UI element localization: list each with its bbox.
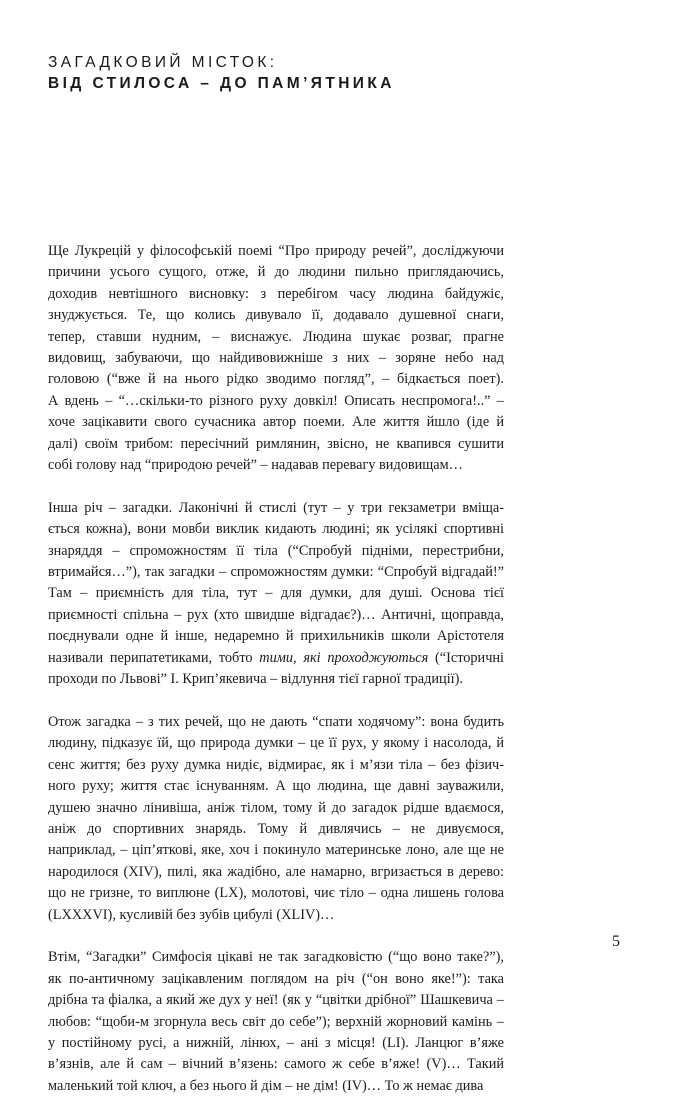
text-line: у постійному русі, а нижній, лінюх, – ані з місця! (LI). Ланцюг в’яже (48, 1034, 504, 1051)
text-line: знуджується. Те, що колись дивувало її, додавало душевної снаги, (48, 307, 504, 324)
chapter-header (48, 52, 608, 94)
text-line: (LXXXVI), кусливій без зубів цибулі (XLIV)… (48, 906, 335, 923)
paragraph (48, 712, 504, 926)
text-line: головою (“вже й на нього рідко зводимо погляд”, – бідкається поет). (48, 371, 504, 388)
text-line: Отож загадка – з тих речей, що не дають “спати ходячому”: вона будить (48, 713, 504, 730)
text-line: дрібна та фіалка, а який же дух у неї! (як у “цвітки дрібної” Шашкевича – (48, 992, 504, 1009)
text-line: називали перипатетиками, тобто тими, які проходжуються (“Історичні (48, 649, 505, 666)
text-line: душею значно лінивіша, аніж тілом, тому й до загадок рідше вдаємося, (48, 799, 504, 816)
text-line: далі) своїм трибом: пересічний римлянин, звісно, не квапився сушити (48, 435, 504, 452)
text-line: поєднували одне й інше, недаремно й прихильників школи Арістотеля (48, 628, 504, 645)
text-line: народилося (XIV), пилі, яка жадібно, але намарно, вгризається в дерево: (48, 863, 504, 880)
italic-phrase: тими, які проходжуються (259, 649, 429, 666)
text-line: приємності спільна – рух (хто швидше відгадає?)… Античні, щоправда, (48, 606, 504, 623)
paragraph (48, 947, 504, 1097)
text-line: людину, підказує їй, що природа думки – це її рух, у якому і насолода, й (48, 735, 504, 752)
text-line: наприклад, – ціп’яткові, яке, хоч і покинуло материнське лоно, але ще не (48, 842, 504, 859)
paragraph (48, 241, 504, 476)
text-line: в’язнів, але й сам – вічний в’язень: самого ж себе в’яже! (V)… Такий (48, 1056, 504, 1073)
chapter-title-line-1: ЗАГАДКОВИЙ МІСТОК: (48, 54, 278, 71)
text-line: А вдень – “…скільки-то різного руху довкіл! Описать неспромога!..” – (48, 392, 504, 409)
chapter-title-line-2: ВІД СТИЛОСА – ДО ПАМ’ЯТНИКА (48, 75, 395, 92)
text-line: собі голову над “природою речей” – надавав перевагу видовищам… (48, 457, 463, 474)
text-line: ного руху; життя стає існуванням. А що людина, ще давні зауважили, (48, 778, 504, 795)
page-number: 5 (612, 933, 620, 950)
text-line: хоче зацікавити свого сучасника автор поеми. Але життя йшло (іде й (48, 414, 504, 431)
text-line: Ще Лукрецій у філософській поемі “Про природу речей”, досліджуючи (48, 243, 504, 259)
text-line: Інша річ – загадки. Лаконічні й стислі (тут – у три гекзаметри вміща- (48, 499, 504, 516)
text-line: видовищ, забуваючи, що найдивовижніше з них – зоряне небо над (48, 350, 504, 367)
text-line: доходив невтішного висновку: з перебігом часу людина байдужіє, (48, 285, 504, 302)
text-line: як по-античному зацікавленим поглядом на річ (“он воно яке!”): така (48, 970, 504, 987)
text-line: що не гризне, то виплюне (LX), молотові, чиє тіло – одна лишень голова (48, 885, 504, 902)
text-line: проходи по Львові” І. Крип’якевича – відлуння тієї гарної традиції). (48, 671, 463, 688)
text-line: причини усього сущого, отже, й до людини пильно приглядаючись, (48, 264, 504, 281)
text-line: тепер, ставши нудним, – виснажує. Людина шукає розваг, прагне (48, 328, 504, 345)
text-line: ється кожна), вони мовби виклик кидають людині; як усілякі спортивні (48, 521, 504, 538)
text-line: знаряддя – спроможностям її тіла (“Спробуй підніми, перестрибни, (48, 542, 504, 559)
text-line: маленький той ключ, а без нього й дім – не дім! (IV)… То ж немає дива (48, 1077, 484, 1094)
text-line: аніж до спортивних знарядь. Тому й дивлячись – не дивуємося, (48, 820, 504, 837)
body-text (48, 241, 504, 1097)
text-line: Втім, “Загадки” Симфосія цікаві не так загадковістю (“що воно таке?”), (48, 949, 504, 966)
text-line: втримайся…”), так загадки – спроможностям думки: “Спробуй відгадай!” (48, 564, 504, 581)
paragraph (48, 498, 504, 691)
text-line: Там – приємність для тіла, тут – для думки, для душі. Основа тієї (48, 585, 504, 602)
text-line: сенс життя; без руху думка нидіє, відмирає, як і м’язи тіла – без фізич- (48, 756, 504, 773)
text-line: любов: “щоби-м згорнула весь світ до себе”); верхній жорновий камінь – (48, 1013, 504, 1030)
